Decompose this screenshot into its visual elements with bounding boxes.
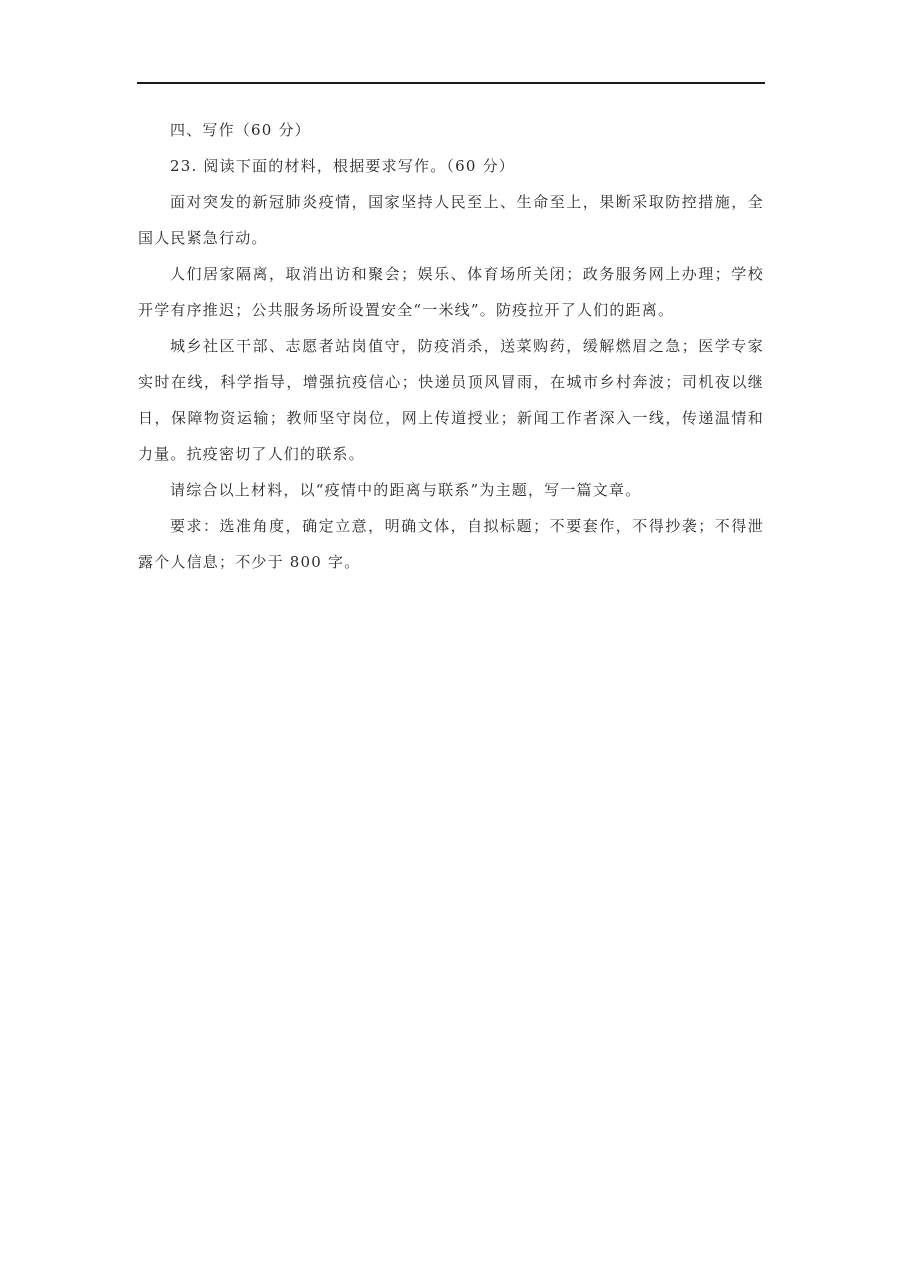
section-title: 四、写作（60 分） bbox=[170, 121, 311, 139]
material-paragraph-2: 人们居家隔离，取消出访和聚会；娱乐、体育场所关闭；政务服务网上办理；学校开学有序推迟；公共服务场所设置安全“一米线”。防疫拉开了人们的距离。 bbox=[138, 265, 764, 319]
writing-section bbox=[138, 112, 764, 580]
material-paragraph-1: 面对突发的新冠肺炎疫情，国家坚持人民至上、生命至上，果断采取防控措施，全国人民紧急行动。 bbox=[138, 193, 764, 247]
task-instruction: 请综合以上材料，以“疫情中的距离与联系”为主题，写一篇文章。 bbox=[170, 481, 642, 499]
header-rule bbox=[137, 82, 765, 84]
question-prompt: 23. 阅读下面的材料，根据要求写作。（60 分） bbox=[170, 157, 515, 175]
requirements: 要求：选准角度，确定立意，明确文体，自拟标题；不要套作，不得抄袭；不得泄露个人信息；不少于 800 字。 bbox=[138, 517, 764, 571]
material-paragraph-3: 城乡社区干部、志愿者站岗值守，防疫消杀，送菜购药，缓解燃眉之急；医学专家实时在线，科学指导，增强抗疫信心；快递员顶风冒雨，在城市乡村奔波；司机夜以继日，保障物资运输；教师坚守岗位，网上传道授业；新闻工作者深入一线，传递温情和力量。抗疫密切了人们的联系。 bbox=[138, 337, 764, 463]
